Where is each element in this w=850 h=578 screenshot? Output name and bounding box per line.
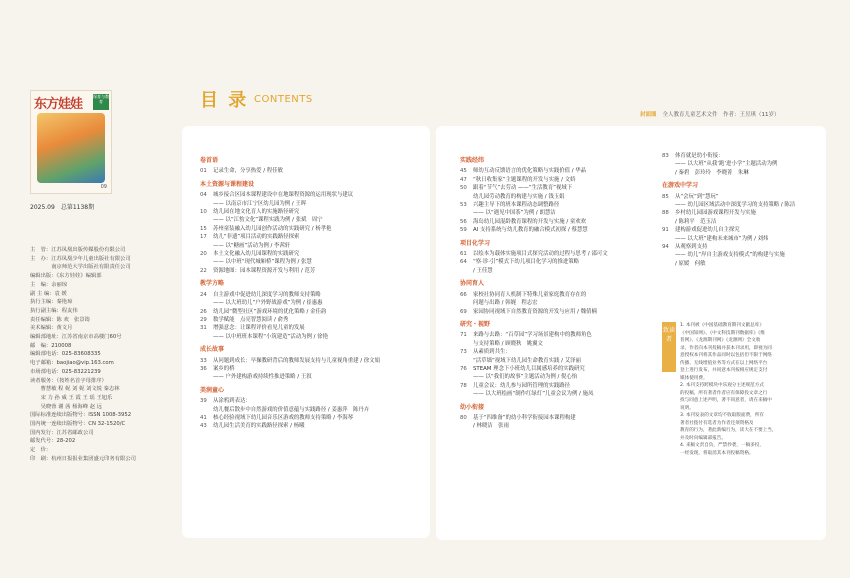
toc-page-number: 31 <box>200 325 207 332</box>
masthead-line: 副 主 编：袁 媛 <box>30 290 67 297</box>
toc-entry[interactable] <box>662 226 822 234</box>
toc-entry-title: 兴趣主导下的班本课程动态调整路径 <box>473 202 560 209</box>
toc-page-number: 22 <box>200 267 207 274</box>
toc-section-heading: 幼小衔接 <box>460 403 485 411</box>
notice-line: 《中国知网》、《中文科技期刊数据库》《维 <box>680 330 765 336</box>
toc-entry[interactable] <box>200 333 425 341</box>
toc-entry-title: 案乡的桥 <box>213 365 235 372</box>
toc-page-number: 61 <box>460 251 467 258</box>
toc-entry-title: 以绘本为载体实施项目式探究活动的过程与思考 / 邵可文 <box>473 251 608 258</box>
toc-entry-title: 师幼互动反馈语言的优化策略与实践价值 / 华晶 <box>473 168 587 175</box>
notice-line: 著者社拨付有选者为作者还须资格及 <box>680 420 754 426</box>
toc-entry-title: 从观察到支持 <box>675 244 708 251</box>
toc-entry[interactable] <box>200 422 425 430</box>
toc-entry[interactable] <box>200 414 425 422</box>
toc-entry-title: “活草墙”视域下幼儿园生命教育实践 / 艾泽丽 <box>473 357 581 364</box>
toc-page-number: 80 <box>460 414 467 421</box>
toc-entry-title: / 林晓洁 张雨 <box>473 423 509 430</box>
masthead-line: 主 编：余丽琼 <box>30 281 68 288</box>
toc-section-heading: 成长故事 <box>200 346 225 354</box>
toc-entry[interactable] <box>460 414 650 422</box>
toc-title: 目 录 <box>200 90 249 111</box>
toc-entry-title: / 陈莉平 范玉洁 <box>675 218 717 225</box>
toc-page-number <box>200 373 213 381</box>
masthead-line: 读者服务：（按姓名首字母排序） <box>30 377 107 384</box>
issue-date: 2025.09 <box>30 204 55 211</box>
toc-page-number: 24 <box>200 291 207 298</box>
toc-entry-title: —— 以中班班本课程“小筑建造”活动为例 / 徐艳 <box>213 333 328 340</box>
toc-entry-title: / 王佳慧 <box>473 267 493 274</box>
masthead-line: 执行副主编：程友伟 <box>30 307 78 314</box>
toc-entry[interactable] <box>460 365 650 373</box>
toc-column-1 <box>200 152 425 431</box>
toc-entry[interactable] <box>460 331 650 339</box>
toc-page-number: 88 <box>662 210 669 217</box>
toc-entry-title: 海岛幼儿园混龄教育课程的开发与实施 / 童欢欢 <box>473 218 587 225</box>
toc-page-number: 76 <box>460 365 467 372</box>
toc-entry-title: 核心经验视域下幼儿园音乐区游戏的教师支持策略 / 李海琴 <box>213 414 354 421</box>
toc-section-heading: 在游戏中学习 <box>662 182 699 190</box>
masthead-line: 电子邮箱：baojiao@vip.163.com <box>30 360 114 367</box>
toc-page-number: 39 <box>200 398 207 405</box>
toc-entry[interactable] <box>200 397 425 405</box>
toc-entry[interactable] <box>460 340 650 348</box>
toc-entry-title: 幼儿餐后散步中自然游戏的价值意蕴与实践路径 / 姜惠萍 陈丹卉 <box>213 406 370 413</box>
toc-entry-title: 与支持策略 / 顾晓秋 姚翼文 <box>473 340 543 347</box>
masthead-line: 邮发代号：28-202 <box>30 438 76 445</box>
toc-entry[interactable] <box>460 184 650 192</box>
toc-subtitle: CONTENTS <box>254 94 313 105</box>
toc-entry-title: —— 幼儿园区域活动中深度学习的支持策略 / 陈洁 <box>675 202 796 209</box>
toc-entry-title: 家园协同视域下自然教育资源的开发与应用 / 魏倩楠 <box>473 308 597 315</box>
toc-page-number <box>460 193 473 201</box>
cover-thumbnail[interactable] <box>30 90 112 194</box>
toc-page-number <box>662 201 675 209</box>
toc-entry-title: 问题与出路 / 韩娓 程志宏 <box>473 300 538 307</box>
toc-entry-title: 基于“四维备”的幼小科学衔接园本课程构建 <box>473 414 576 421</box>
toc-entry[interactable] <box>200 225 425 233</box>
toc-entry[interactable] <box>662 218 822 226</box>
notice-line: 的投稿，所有著者作者应有保障投文章之行 <box>680 390 768 396</box>
toc-entry-title: —— 以“糖画”活动为例 / 李茜轩 <box>213 242 291 249</box>
toc-entry[interactable] <box>200 208 425 216</box>
masthead-line: 邮 编：210008 <box>30 342 72 349</box>
toc-entry[interactable] <box>662 201 822 209</box>
notice-line: 意授权本刊将其作品同时以包括但不限于网络 <box>680 353 772 358</box>
toc-page-number: 41 <box>200 414 207 421</box>
toc-entry-title: —— 以“遇见中国茶”为例 / 朗慧洁 <box>473 210 556 217</box>
toc-page-number <box>662 160 675 168</box>
toc-section-heading: 卷首语 <box>200 157 219 164</box>
toc-page-number: 50 <box>460 185 467 192</box>
toc-entry-title: 体育就是幼小衔接： <box>675 153 724 159</box>
toc-entry[interactable] <box>200 250 425 258</box>
toc-page-number <box>200 299 213 307</box>
cover-badge: 保育与教育 <box>93 94 109 110</box>
toc-page-number: 29 <box>200 316 207 323</box>
toc-page-number <box>662 235 675 243</box>
toc-section-heading: 协同育人 <box>460 280 485 288</box>
toc-page-number: 78 <box>460 382 467 389</box>
masthead-line: 定 价： <box>30 447 52 454</box>
cover-issue-number: 09 <box>100 184 107 190</box>
toc-entry-title: —— 户外建构游戏持续性推进策略 / 王叙 <box>213 374 312 381</box>
toc-page-number: 26 <box>200 308 207 315</box>
toc-entry[interactable] <box>662 235 822 243</box>
toc-page-number: 73 <box>460 349 467 356</box>
masthead-line: 美术编辑：黄文月 <box>30 325 73 332</box>
toc-entry[interactable] <box>460 299 650 307</box>
toc-page-number <box>460 209 473 217</box>
toc-page-number: 69 <box>460 308 467 315</box>
toc-page-number: 59 <box>460 227 467 234</box>
notice-tag: 致读者 <box>662 322 676 372</box>
toc-page-number <box>460 299 473 307</box>
toc-page-number: 83 <box>662 153 669 159</box>
toc-entry-title: AI 支持系统与幼儿教育的融合模式初探 / 蔡慧慧 <box>473 227 588 234</box>
toc-entry[interactable] <box>200 373 425 381</box>
toc-entry-title: 幼儿园“微型社区”游戏环境的优化策略 / 金佳韵 <box>213 308 327 315</box>
toc-entry-title: STEAM 理念下小班幼儿目属感培养的实践研究 <box>473 365 585 372</box>
issue-total: 总第1138期 <box>60 204 95 211</box>
toc-page-number: 85 <box>662 193 669 200</box>
toc-entry[interactable] <box>460 390 650 398</box>
toc-entry[interactable] <box>460 176 650 184</box>
toc-section-heading: 教学方略 <box>200 280 225 288</box>
masthead-line: 编辑出版：《东方娃娃》编辑部 <box>30 273 102 280</box>
masthead-line: 曹慧敏 程 妮 刘 妮 刘文锐 秦志林 <box>30 386 120 393</box>
toc-column-3 <box>662 152 822 268</box>
toc-entry-title: 城乡接合区园本课程建设中在地课程资源的运用现状与建议 <box>213 192 354 199</box>
masthead-line: 市场部电话：025-83221239 <box>30 368 101 375</box>
toc-entry[interactable] <box>662 160 822 168</box>
toc-entry[interactable] <box>460 308 650 316</box>
toc-page-number: 64 <box>460 259 467 266</box>
masthead-line: 编辑部电话：025-83608335 <box>30 351 101 358</box>
masthead-info <box>30 246 180 464</box>
toc-page-number: 53 <box>460 202 467 209</box>
toc-page-number <box>460 357 473 365</box>
toc-entry-title: 来路与去路：“百草园”学习场景建构中的教师角色 <box>473 332 592 339</box>
toc-section-heading: 项目化学习 <box>460 239 491 247</box>
notice-line: 录，作者向本刊投稿并获本刊录用，即视为同 <box>680 345 772 351</box>
toc-entry-title: “秋日收集家”主题课程的开发与实施 / 文娇 <box>473 176 576 183</box>
toc-entry-title: / 原媛 何敏 <box>675 260 706 267</box>
toc-entry[interactable] <box>200 365 425 373</box>
toc-page-number: 43 <box>200 423 207 430</box>
toc-page-number: 47 <box>460 176 467 183</box>
toc-entry[interactable] <box>460 193 650 201</box>
toc-page-number: 33 <box>200 357 207 364</box>
toc-entry-title: 记录生命，分享热爱 / 程佳敏 <box>213 168 283 175</box>
reader-notice <box>662 322 812 522</box>
masthead-line: 印 刷：杭州日报报业集团盛元印务有限公司 <box>30 455 136 462</box>
toc-entry[interactable] <box>200 316 425 324</box>
notice-line: 3. 本刊发表的文章均不收取版面费，所有 <box>680 413 764 418</box>
notice-line: 4. 来稿文责自负，严禁抄袭，一稿多投， <box>680 443 764 448</box>
masthead-line: 编辑部地址：江苏省南京市高楼门60号 <box>30 334 122 341</box>
toc-page-number: 04 <box>200 192 207 199</box>
toc-entry[interactable] <box>200 200 425 208</box>
toc-entry[interactable] <box>200 291 425 299</box>
toc-entry-title: 从涂鸦到表达： <box>213 398 251 405</box>
toc-entry-title: 家校社协同育人机制下特殊儿童家庭教育存在的 <box>473 291 587 298</box>
toc-entry[interactable] <box>200 308 425 316</box>
masthead-line: 国际标准连续出版物号：ISSN 1008-3952 <box>30 412 132 419</box>
toc-page-number <box>662 260 675 268</box>
toc-page-number <box>200 333 213 341</box>
toc-entry[interactable] <box>200 299 425 307</box>
toc-page-number <box>460 422 473 430</box>
toc-page-number <box>662 251 675 259</box>
toc-entry-title: / 秦碧 彭玲玲 李晓菁 朱琳 <box>675 169 749 176</box>
masthead-line: 南京师范大学出版社有限责任公司 <box>30 264 131 271</box>
toc-section-heading: 本土资源与课程建设 <box>200 180 255 188</box>
toc-page-number: 01 <box>200 168 207 175</box>
toc-entry[interactable] <box>200 233 425 241</box>
notice-line: 找与同意上述声明，著不同意者，请在来稿中 <box>680 398 772 403</box>
toc-page-number <box>200 242 213 250</box>
toc-page-number <box>200 216 213 224</box>
toc-entry-title: 从问题到成长：早操教研背后的教师发展支持与儿童视角重建 / 徐文娟 <box>213 357 380 364</box>
masthead-line: 吴晓蓉 谢 茜 杨海峰 赵 远 <box>30 403 102 410</box>
notice-body <box>680 322 812 457</box>
toc-entry-title: —— 以大班“从我‘跑’进小学”主题活动为例 <box>675 161 778 168</box>
masthead-line: 宋 力 孙 威 王 霞 王 瑶 王旭乐 <box>30 394 113 401</box>
toc-page-number: 45 <box>460 168 467 175</box>
toc-entry[interactable] <box>460 348 650 356</box>
toc-entry[interactable] <box>460 201 650 209</box>
toc-entry-title: 幼儿园劳动教育的构建与实施 / 钱玉娟 <box>473 193 565 200</box>
toc-page-number <box>200 406 213 414</box>
notice-line: 1. 本刊被《中国基础教育期刊文献总库》 <box>680 323 764 328</box>
toc-page-number <box>662 218 675 226</box>
notice-line: 并及时向编辑部报告。 <box>680 435 726 441</box>
toc-entry-title: 苏州童装融入幼儿园创作活动的实践研究 / 杨孝艳 <box>213 225 332 232</box>
toc-page-number <box>460 390 473 398</box>
toc-page-number: 56 <box>460 218 467 225</box>
toc-entry-title: 乡村幼儿园园游戏课程开发与实施 <box>675 210 756 217</box>
toc-entry[interactable] <box>460 250 650 258</box>
toc-entry[interactable] <box>662 169 822 177</box>
cover-note-label: 封面图 <box>640 112 657 118</box>
toc-entry[interactable] <box>460 291 650 299</box>
notice-line: 2. 本刊支持跨模块中乐观分主述规范方式 <box>680 383 764 388</box>
toc-entry[interactable] <box>460 267 650 275</box>
toc-entry[interactable] <box>460 226 650 234</box>
toc-entry[interactable] <box>460 382 650 390</box>
notice-line: 媒体使用费。 <box>680 375 708 381</box>
toc-page-number: 94 <box>662 244 669 251</box>
toc-entry-title: —— 以南京市江宁区幼儿园为例 / 王晖 <box>213 200 307 207</box>
toc-page-number <box>460 373 473 381</box>
toc-entry[interactable] <box>662 193 822 201</box>
toc-entry-title: 资源地图：园本课程资源开发与利用 / 范芳 <box>213 267 316 274</box>
toc-entry[interactable] <box>662 243 822 251</box>
toc-entry-title: 数学赋能 点亮智慧阅读 / 俞秀 <box>213 316 289 323</box>
notice-line: 一经发现，将取消其本刊投稿资格。 <box>680 450 754 456</box>
cover-title: 东方娃娃 <box>34 97 83 112</box>
notice-line: 普网》、《龙源期刊网》《龙源网》全文收 <box>680 338 761 343</box>
toc-entry-title: 本土文化融入幼儿园课程的实践研究 <box>213 251 300 258</box>
toc-page-number <box>460 267 473 275</box>
toc-entry-title: 建构游戏促进幼儿自主探究 <box>675 227 740 234</box>
toc-entry[interactable] <box>200 242 425 250</box>
toc-entry-title: —— 以“我们的故事”主题活动为例 / 倪心怡 <box>473 374 578 381</box>
toc-entry[interactable] <box>662 152 822 160</box>
cover-illustration <box>37 113 105 183</box>
toc-section-heading: 研究・视野 <box>460 320 491 328</box>
notice-line: 登上进行发布，并同意本刊按相应规定支付 <box>680 368 768 373</box>
masthead-line: 执行主编：秦艳琼 <box>30 299 73 306</box>
toc-entry[interactable] <box>460 218 650 226</box>
toc-column-2 <box>460 152 650 431</box>
toc-entry[interactable] <box>662 209 822 217</box>
toc-entry[interactable] <box>662 251 822 259</box>
masthead-line: 国内统一连续出版物号：CN 32-1520/C <box>30 421 126 428</box>
toc-entry-title: —— 以大班绘画“制作红绿灯”儿童会议为例 / 施凤 <box>473 391 594 398</box>
toc-entry[interactable] <box>200 324 425 332</box>
toc-page-number: 36 <box>200 365 207 372</box>
toc-entry-title: 从素质到共生： <box>473 349 511 356</box>
cover-note-text: 全人教育儿童艺术文件 作者：王昱琪（11岁） <box>662 112 780 118</box>
toc-entry[interactable] <box>200 216 425 224</box>
toc-entry-title: 从“会玩”到“慧玩” <box>675 193 719 200</box>
toc-section-heading: 美润童心 <box>200 386 225 394</box>
toc-page-number: 71 <box>460 332 467 339</box>
toc-page-number: 10 <box>200 209 207 216</box>
notice-line: 教育的行为，著此新编行为，读大在不要上当， <box>680 428 777 433</box>
toc-page-number <box>460 340 473 348</box>
masthead-line: 主 管：江苏凤凰出版传媒股份有限公司 <box>30 247 126 253</box>
toc-page-number <box>200 258 213 266</box>
toc-entry[interactable] <box>662 260 822 268</box>
toc-entry[interactable] <box>460 167 650 175</box>
toc-entry-title: 幼儿“非遗”项目活动的实践路径探索 <box>213 234 300 241</box>
masthead-line: 国内发行：江苏省邮政公司 <box>30 429 94 436</box>
toc-entry-title: 幼儿园在地文化育人的实施路径研究 <box>213 209 300 216</box>
cover-note <box>640 110 780 118</box>
toc-page-number <box>200 200 213 208</box>
toc-entry[interactable] <box>200 357 425 365</box>
toc-entry[interactable] <box>460 373 650 381</box>
toc-entry-title: —— 幼儿“岸自主游戏支持模式”的构建与实施 <box>675 252 785 259</box>
toc-page-number: 17 <box>200 234 207 241</box>
toc-entry-title: —— 以“江豹文化”课程实践为例 / 张斌 周宁 <box>213 217 323 224</box>
toc-entry-title: 幼儿园生活美育的实践路径探索 / 杨曦 <box>213 423 305 430</box>
toc-entry[interactable] <box>460 209 650 217</box>
toc-entry[interactable] <box>200 191 425 199</box>
toc-entry[interactable] <box>460 357 650 365</box>
toc-entry[interactable] <box>200 167 425 175</box>
toc-entry[interactable] <box>200 267 425 275</box>
toc-page-number: 15 <box>200 225 207 232</box>
masthead-line: 责任编辑：陈 欢 张景筠 <box>30 316 90 323</box>
notice-line: 说明。 <box>680 405 694 411</box>
masthead-line: 主 办：江苏凤凰少年儿童出版社有限公司 <box>30 255 131 262</box>
toc-entry-title: —— 以大班幼儿“户外野战游戏”为例 / 崔惠惠 <box>213 300 323 307</box>
notice-line: 传播、无线增值业务等方式在以上网络平台 <box>680 360 768 366</box>
toc-page-number: 91 <box>662 227 669 234</box>
toc-entry-title: 自主游戏中促进幼儿深度学习的教师支持策略 <box>213 291 321 298</box>
toc-entry-title: 跟着“节气”去劳动 ——“生活教育”视域下 <box>473 185 573 192</box>
toc-page-number: 20 <box>200 251 207 258</box>
toc-page-number <box>662 169 675 177</box>
toc-entry[interactable] <box>460 258 650 266</box>
masthead-column <box>0 0 180 578</box>
toc-entry[interactable] <box>200 258 425 266</box>
toc-page-number: 66 <box>460 291 467 298</box>
toc-entry-title: 儿童会议：幼儿参与园所管理的实践路径 <box>473 382 571 389</box>
toc-entry-title: “察·诊·引”模式下幼儿项目化学习的推进策略 <box>473 259 580 266</box>
toc-section-heading: 实践经纬 <box>460 157 485 164</box>
toc-entry-title: 增强意念：让课程评价看见儿童的发展 <box>213 325 305 332</box>
toc-entry[interactable] <box>200 406 425 414</box>
toc-entry[interactable] <box>460 422 650 430</box>
toc-entry-title: —— 以中班“现代城厢桥”课程为例 / 张慧 <box>213 259 312 266</box>
toc-entry-title: —— 以大班“建构未来城市”为例 / 刘炜 <box>675 235 769 242</box>
issue-line <box>30 202 94 211</box>
